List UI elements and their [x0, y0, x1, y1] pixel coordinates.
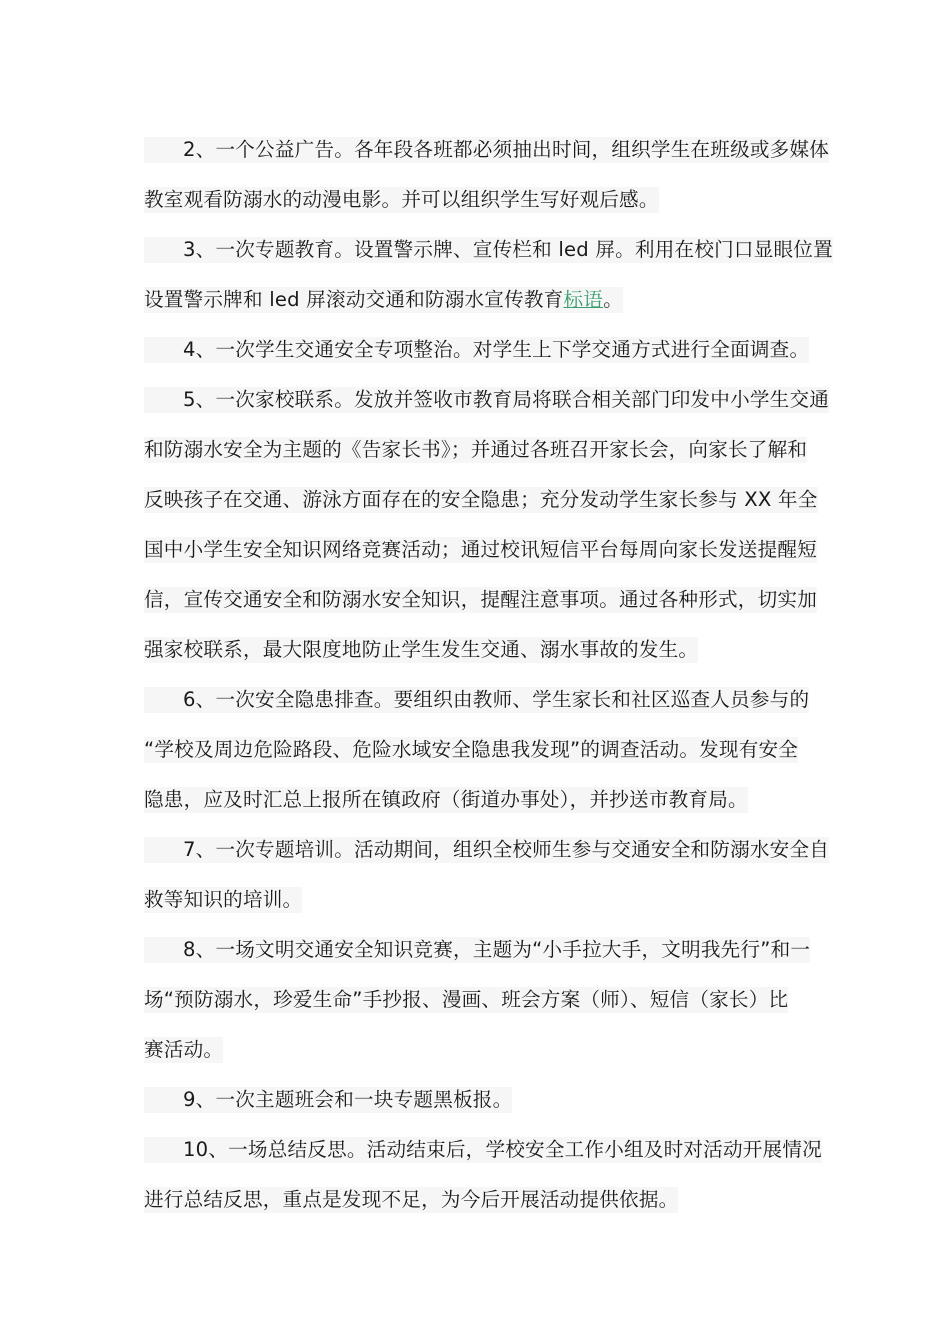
paragraph-line	[144, 475, 818, 525]
line-text: 教室观看防溺水的动漫电影。并可以组织学生写好观后感。	[144, 188, 659, 211]
line-text: 10、一场总结反思。活动结束后，学校安全工作小组及时对活动开展情况	[144, 1137, 822, 1163]
line-text: 2、一个公益广告。各年段各班都必须抽出时间，组织学生在班级或多媒体	[144, 137, 829, 163]
paragraph-line	[144, 625, 808, 675]
paragraph-line	[144, 1175, 808, 1225]
paragraph-line	[144, 425, 808, 475]
paragraph-line	[144, 225, 833, 275]
line-text: 信，宣传交通安全和防溺水安全知识，提醒注意事项。通过各种形式，切实加	[144, 588, 817, 611]
line-text: 9、一次主题班会和一块专题黑板报。	[144, 1087, 512, 1113]
line-text: 8、一场文明交通安全知识竞赛，主题为“小手拉大手，文明我先行”和一	[144, 937, 810, 963]
paragraph-line	[144, 975, 808, 1025]
paragraph-line	[144, 125, 830, 175]
line-text: 进行总结反思，重点是发现不足，为今后开展活动提供依据。	[144, 1188, 679, 1211]
line-text-with-link	[144, 287, 623, 313]
line-text: 强家校联系，最大限度地防止学生发生交通、溺水事故的发生。	[144, 638, 699, 661]
paragraph-line	[144, 775, 808, 825]
paragraph-line	[144, 275, 808, 325]
paragraph-line	[144, 725, 808, 775]
line-text: 赛活动。	[144, 1038, 224, 1061]
line-text: 和防溺水安全为主题的《告家长书》；并通过各班召开家长会，向家长了解和	[144, 438, 808, 461]
paragraph-line	[144, 825, 830, 875]
line-text: 4、一次学生交通安全专项整治。对学生上下学交通方式进行全面调查。	[144, 337, 809, 363]
paragraph-line	[144, 675, 808, 725]
paragraph-line	[144, 525, 817, 575]
line-tail: 。	[603, 288, 623, 311]
paragraph-line	[144, 875, 808, 925]
line-text: 国中小学生安全知识网络竞赛活动；通过校讯短信平台每周向家长发送提醒短	[144, 538, 817, 561]
line-text: 场“预防溺水，珍爱生命”手抄报、漫画、班会方案（师）、短信（家长）比	[144, 988, 789, 1011]
paragraph-line	[144, 175, 808, 225]
paragraph-line	[144, 925, 811, 975]
document-body	[144, 125, 833, 1225]
line-text: 3、一次专题教育。设置警示牌、宣传栏和 led 屏。利用在校门口显眼位置	[144, 237, 833, 263]
paragraph-line	[144, 1025, 808, 1075]
paragraph-line	[144, 325, 808, 375]
line-text: 隐患，应及时汇总上报所在镇政府（街道办事处），并抄送市教育局。	[144, 788, 748, 811]
paragraph-line	[144, 1075, 808, 1125]
line-text: 7、一次专题培训。活动期间，组织全校师生参与交通安全和防溺水安全自	[144, 837, 829, 863]
paragraph-line	[144, 575, 817, 625]
line-text: 5、一次家校联系。发放并签收市教育局将联合相关部门印发中小学生交通	[144, 387, 829, 413]
line-text: 反映孩子在交通、游泳方面存在的安全隐患；充分发动学生家长参与 XX 年全	[144, 488, 818, 511]
line-text: 6、一次安全隐患排查。要组织由教师、学生家长和社区巡查人员参与的	[144, 687, 809, 713]
paragraph-line	[144, 375, 830, 425]
line-text: 设置警示牌和 led 屏滚动交通和防溺水宣传教育	[144, 288, 564, 311]
slogan-link[interactable]: 标语	[563, 288, 604, 311]
line-text: 救等知识的培训。	[144, 888, 303, 911]
paragraph-line	[144, 1125, 822, 1175]
line-text: “学校及周边危险路段、危险水域安全隐患我发现”的调查活动。发现有安全	[144, 738, 799, 761]
